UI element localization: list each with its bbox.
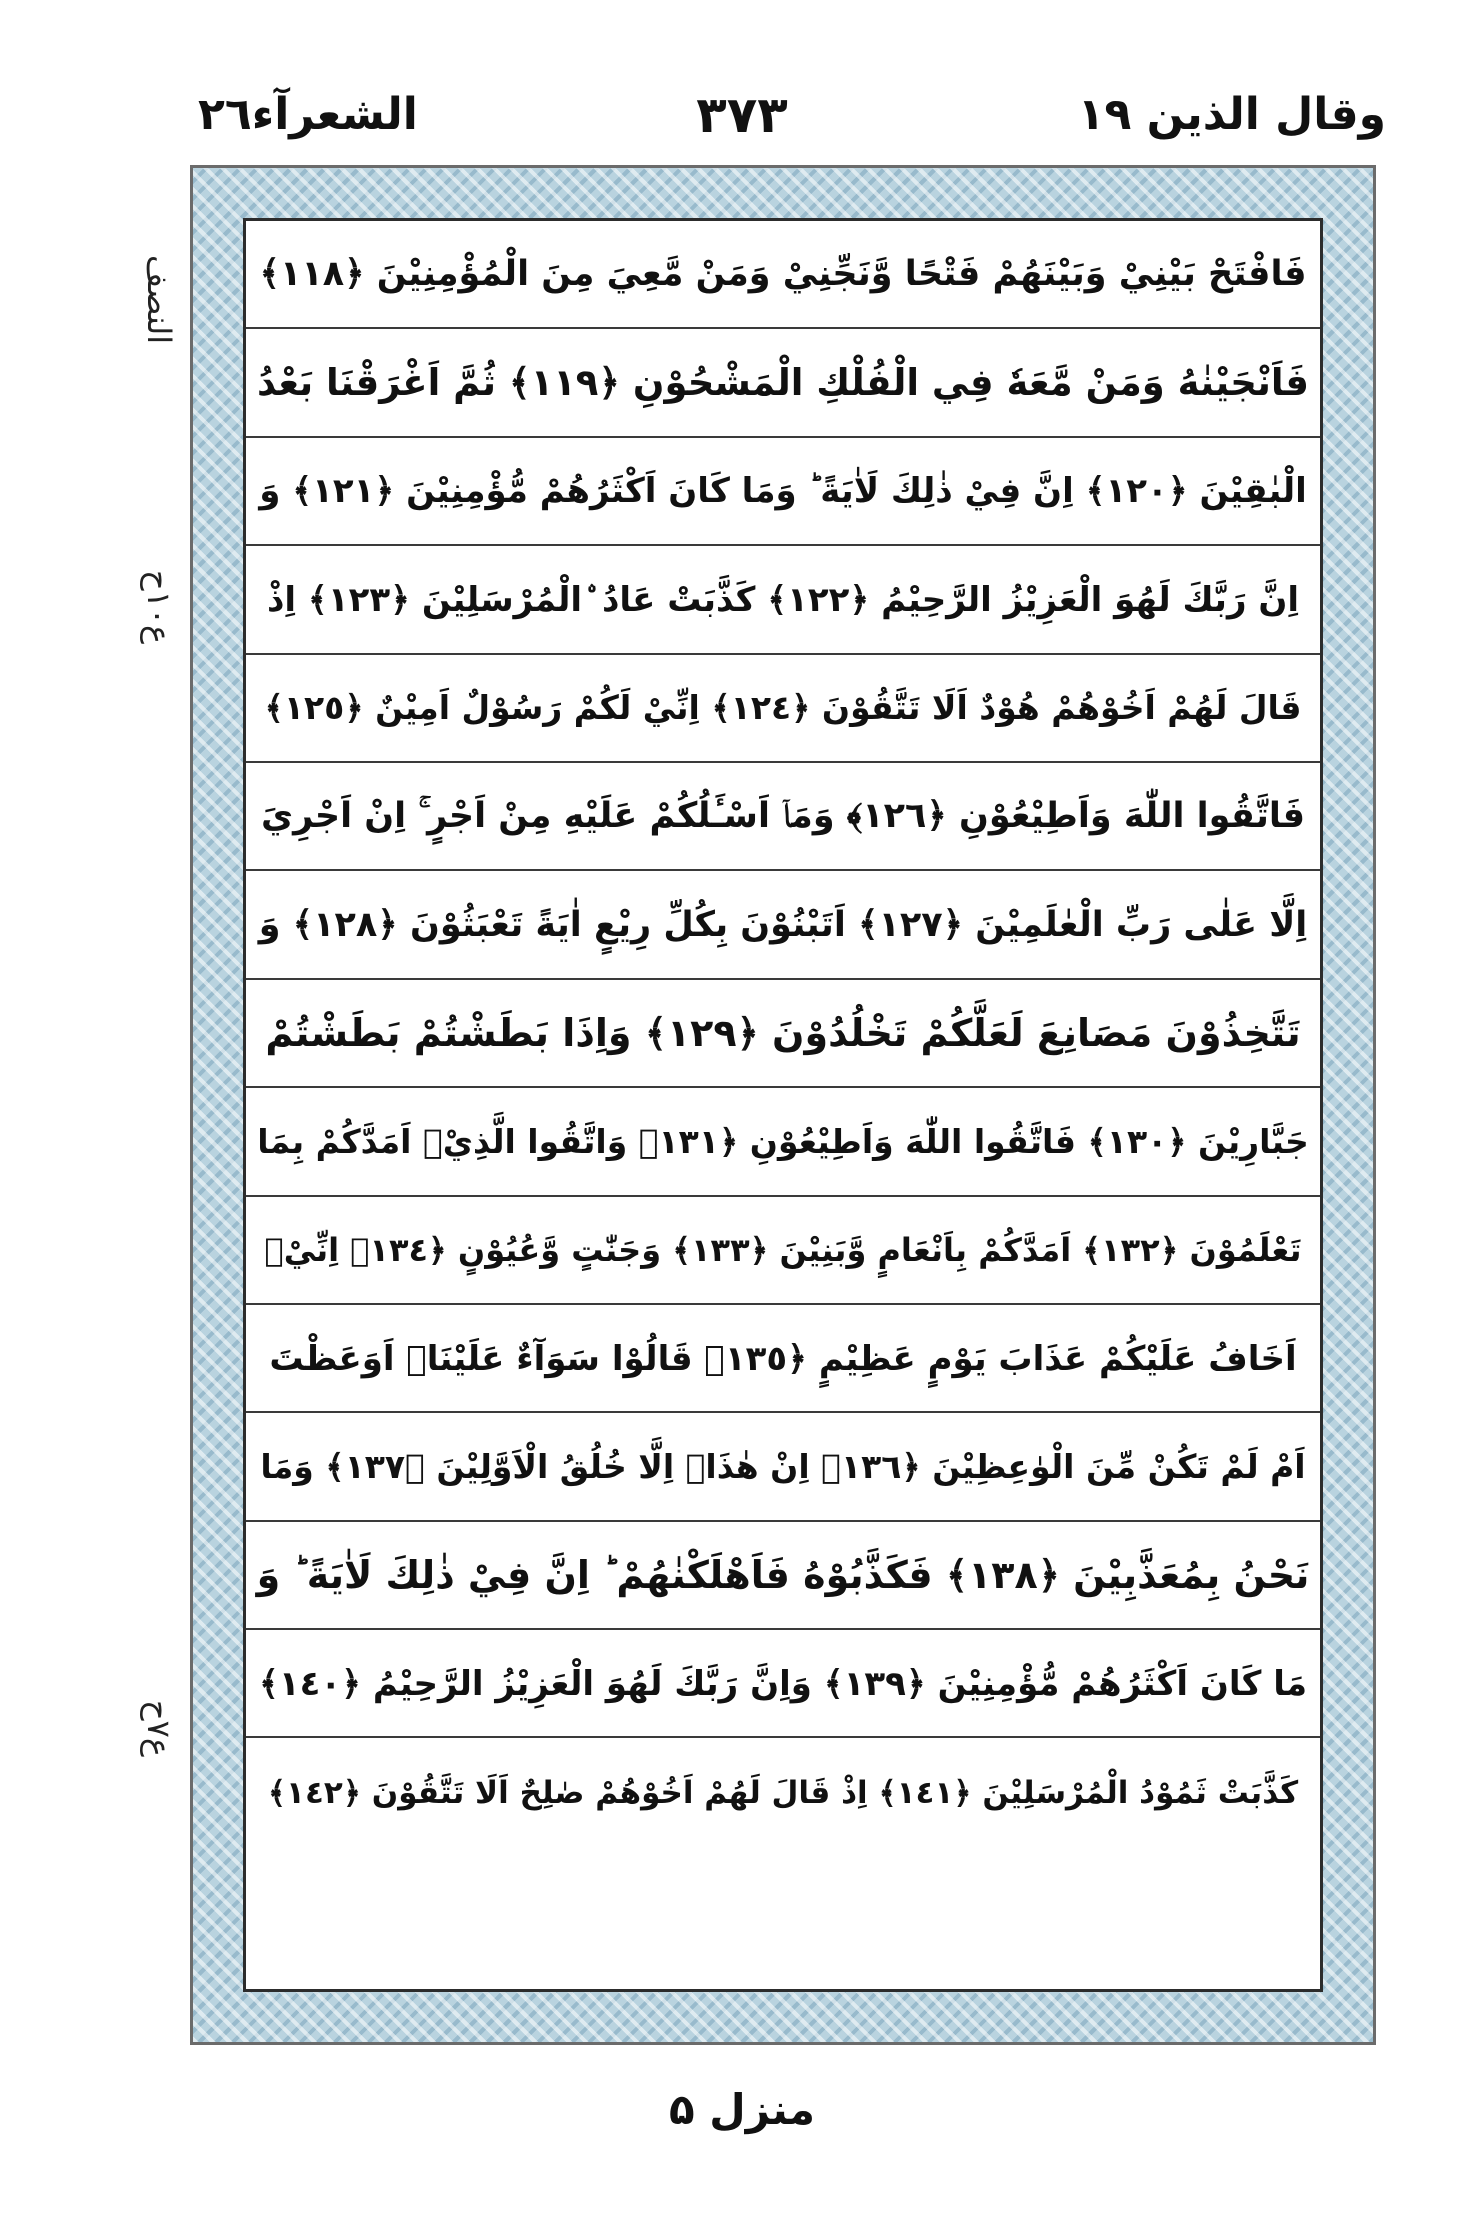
text-panel	[243, 218, 1323, 1992]
verse-line: اِنَّ رَبَّكَ لَهُوَ الْعَزِيْزُ الرَّحِيْمُ ﴿١٢٢﴾ كَذَّبَتْ عَادُ ۨالْمُرْسَلِيْنَ ﴿١٢٣﴾ اِذْ	[246, 546, 1320, 654]
verse-line: اَخَافُ عَلَيْكُمْ عَذَابَ يَوْمٍ عَظِيْمٍ ﴿١٣٥﴾ قَالُوْا سَوَآءٌ عَلَيْنَاۤ اَوَعَظْتَ	[246, 1305, 1320, 1413]
manzil-label: منزل ۵	[669, 2085, 815, 2134]
verse-line: جَبَّارِيْنَ ﴿١٣٠﴾ فَاتَّقُوا اللّٰهَ وَاَطِيْعُوْنِ ﴿١٣١﴾ وَاتَّقُوا الَّذِيْۤ اَمَدَّكُمْ بِمَا	[246, 1088, 1320, 1196]
verse-line: مَا كَانَ اَكْثَرُهُمْ مُّؤْمِنِيْنَ ﴿١٣٩﴾ وَاِنَّ رَبَّكَ لَهُوَ الْعَزِيْزُ الرَّحِيْمُ ﴿١٤٠﴾	[246, 1630, 1320, 1738]
decorative-border	[190, 165, 1376, 2045]
verse-line: تَعْلَمُوْنَ ﴿١٣٢﴾ اَمَدَّكُمْ بِاَنْعَامٍ وَّبَنِيْنَ ﴿١٣٣﴾ وَجَنّٰتٍ وَّعُيُوْنٍ ﴿١٣٤﴾ اِنِّيْۤ	[246, 1197, 1320, 1305]
verse-line: الْبٰقِيْنَ ﴿١٢٠﴾ اِنَّ فِيْ ذٰلِكَ لَاٰيَةً ؕ وَمَا كَانَ اَكْثَرُهُمْ مُّؤْمِنِيْنَ ﴿١٢١﴾ وَ	[246, 438, 1320, 546]
verse-line: اَمْ لَمْ تَكُنْ مِّنَ الْوٰعِظِيْنَ ﴿١٣٦﴾ اِنْ هٰذَاۤ اِلَّا خُلُقُ الْاَوَّلِيْنَ ﴿١٣٧﴾ وَمَا	[246, 1413, 1320, 1521]
page-number: ٣٧٣	[696, 86, 788, 144]
verse-line: فَاتَّقُوا اللّٰهَ وَاَطِيْعُوْنِ ﴿١٢٦﴾ وَمَاۤ اَسْـَٔلُكُمْ عَلَيْهِ مِنْ اَجْرٍ ۚ اِنْ اَجْرِيَ	[246, 763, 1320, 871]
page-header	[0, 70, 1484, 160]
verse-line: قَالَ لَهُمْ اَخُوْهُمْ هُوْدٌ اَلَا تَتَّقُوْنَ ﴿١٢٤﴾ اِنِّيْ لَكُمْ رَسُوْلٌ اَمِيْنٌ ﴿١٢٥﴾	[246, 655, 1320, 763]
margin-note-ruku: ع١٠ح	[140, 570, 178, 645]
verse-line: فَاَنْجَيْنٰهُ وَمَنْ مَّعَهٗ فِي الْفُلْكِ الْمَشْحُوْنِ ﴿١١٩﴾ ثُمَّ اَغْرَقْنَا بَعْدُ	[246, 329, 1320, 437]
margin-note-ruku: ع٧ح	[140, 1700, 178, 1757]
margin-note-half: النصف	[140, 255, 178, 345]
verse-line: اِلَّا عَلٰى رَبِّ الْعٰلَمِيْنَ ﴿١٢٧﴾ اَتَبْنُوْنَ بِكُلِّ رِيْعٍ اٰيَةً تَعْبَثُوْنَ ﴿١٢٨﴾ وَ	[246, 871, 1320, 979]
juz-title: وقال الذين ١٩	[1077, 89, 1386, 140]
surah-title: الشعرآء٢٦	[198, 89, 418, 140]
verse-line: نَحْنُ بِمُعَذَّبِيْنَ ﴿١٣٨﴾ فَكَذَّبُوْهُ فَاَهْلَكْنٰهُمْ ؕ اِنَّ فِيْ ذٰلِكَ لَاٰيَةً ؕ وَ	[246, 1522, 1320, 1630]
verse-line: كَذَّبَتْ ثَمُوْدُ الْمُرْسَلِيْنَ ﴿١٤١﴾ اِذْ قَالَ لَهُمْ اَخُوْهُمْ صٰلِحٌ اَلَا تَتَّقُوْنَ ﴿١٤٢﴾	[267, 1774, 1299, 1811]
verse-line: فَافْتَحْ بَيْنِيْ وَبَيْنَهُمْ فَتْحًا وَّنَجِّنِيْ وَمَنْ مَّعِيَ مِنَ الْمُؤْمِنِيْنَ ﴿١١٨﴾	[246, 221, 1320, 329]
verse-line: تَتَّخِذُوْنَ مَصَانِعَ لَعَلَّكُمْ تَخْلُدُوْنَ ﴿١٢٩﴾ وَاِذَا بَطَشْتُمْ بَطَشْتُمْ	[246, 980, 1320, 1088]
